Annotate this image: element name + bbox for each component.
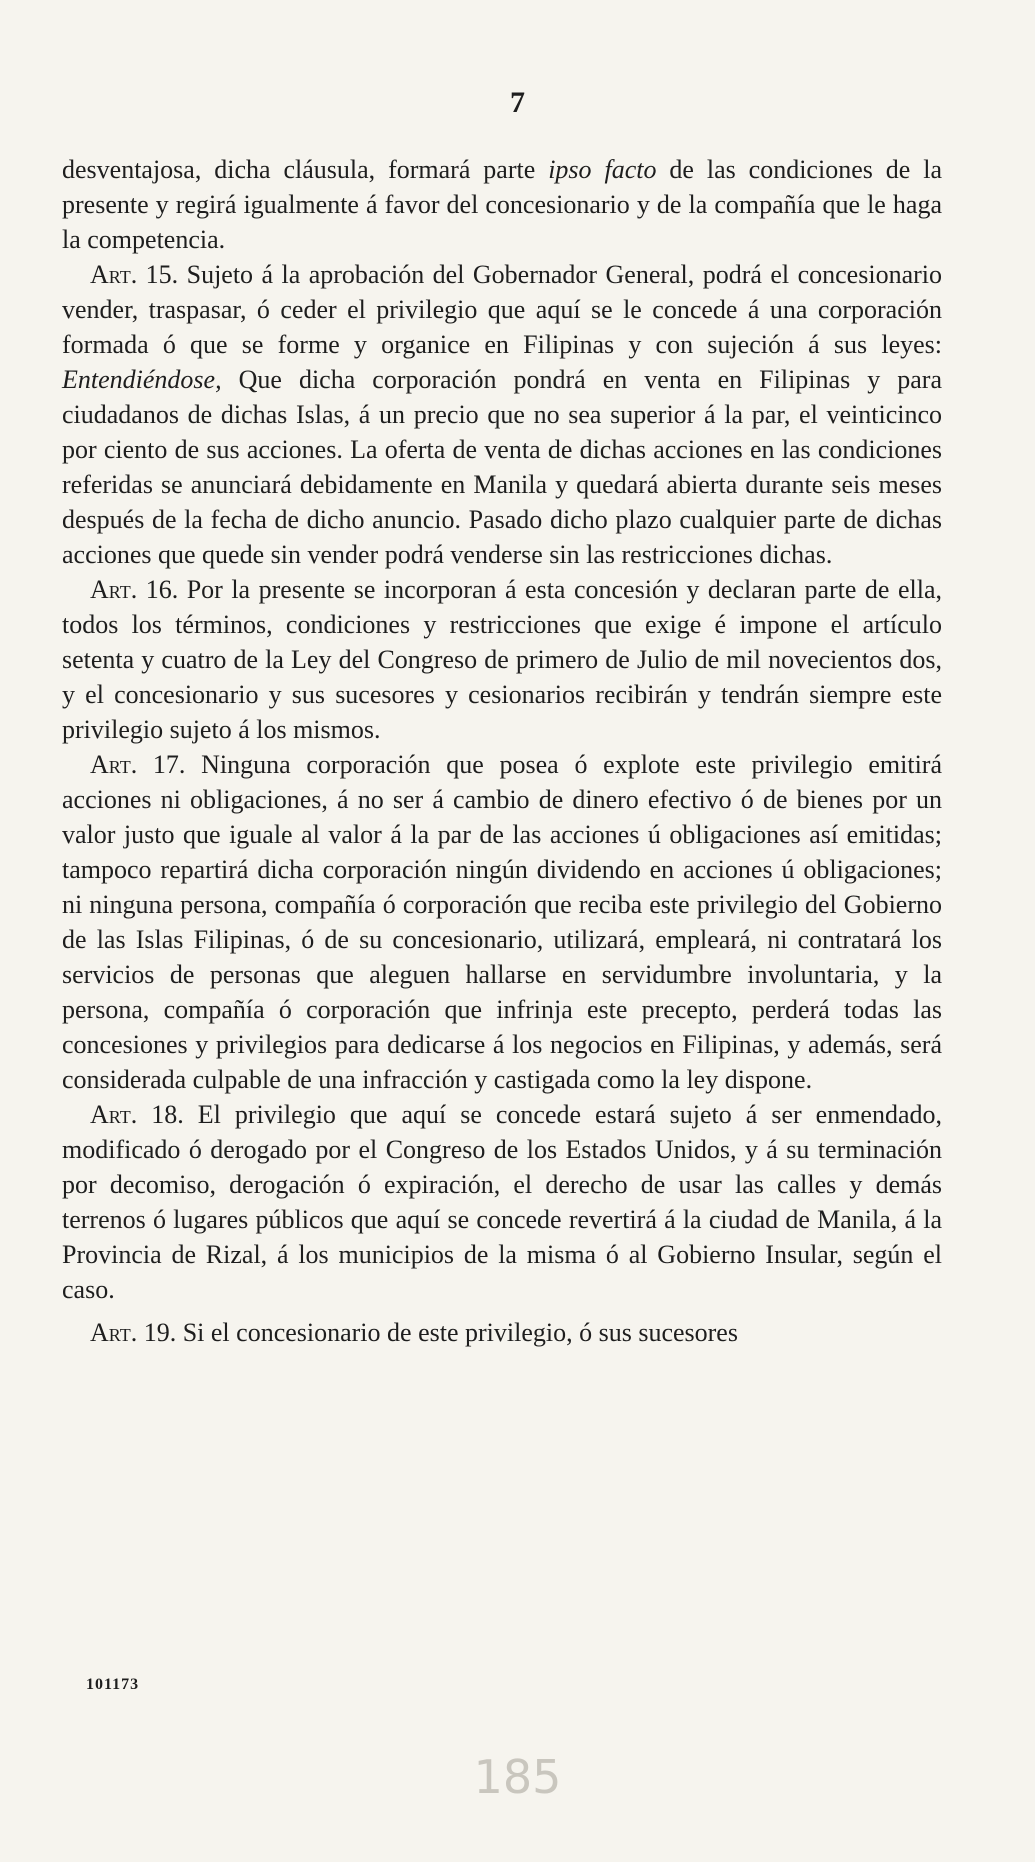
paragraph-art-18: Art. 18. El privilegio que aquí se concede estará sujeto á ser enmendado, modificado ó derogado por el Congreso de los Estados Unidos, y á su terminación por decomiso, derogación ó expiración, el derecho de usar las calles y demás terrenos ó lugares públicos que aquí se concede revertirá á la ciudad de Manila, á la Provincia de Rizal, á los municipios de la misma ó al Gobierno Insular, según el caso. (62, 1100, 942, 1304)
page-number: 7 (510, 86, 525, 119)
paragraph-art-17: Art. 17. Ninguna corporación que posea ó explote este privilegio emitirá acciones ni obligaciones, á no ser á cambio de dinero efectivo ó de bienes por un valor justo que iguale al valor á la par de las acciones ú obligaciones así emitidas; tampoco repartirá dicha corporación ningún dividendo en acciones ú obligaciones; ni ninguna persona, compañía ó corporación que reciba este privilegio del Gobierno de las Islas Filipinas, ó de su concesionario, utilizará, empleará, ni contratará los servicios de personas que aleguen hallarse en servidumbre involuntaria, y la persona, compañía ó corporación que infrinja este precepto, perderá todas las concesiones y privilegios para dedicarse á los negocios en Filipinas, y además, será considerada culpable de una infracción y castigada como la ley dispone. (62, 750, 942, 1094)
paragraph-continuation: desventajosa, dicha cláusula, formará parte ipso facto de las condiciones de la presente y regirá igualmente á favor del concesionario y de la compañía que le haga la competencia. (62, 155, 942, 254)
paragraph-art-15: Art. 15. Sujeto á la aprobación del Gobernador General, podrá el concesionario vender, traspasar, ó ceder el privilegio que aquí se le concede á una corporación formada ó que se forme y organice en Filipinas y con sujeción á sus leyes: Entendiéndose, Que dicha corporación pondrá en venta en Filipinas y para ciudadanos de dichas Islas, á un precio que no sea superior á la par, el veinticinco por ciento de sus acciones. La oferta de venta de dichas acciones en las condiciones referidas se anunciará debidamente en Manila y quedará abierta durante seis meses después de la fecha de dicho anuncio. Pasado dicho plazo cualquier parte de dichas acciones que quede sin vender podrá venderse sin las restricciones dichas. (62, 260, 942, 569)
body-text (62, 152, 942, 1350)
paragraph-art-16: Art. 16. Por la presente se incorporan á esta concesión y declaran parte de ella, todos los términos, condiciones y restricciones que exige é impone el artículo setenta y cuatro de la Ley del Congreso de primero de Julio de mil novecientos dos, y el concesionario y sus sucesores y cesionarios recibirán y tendrán siempre este privilegio sujeto á los mismos. (62, 575, 942, 744)
stamp-number: 185 (473, 1750, 562, 1804)
printer-code: 101173 (86, 1676, 140, 1693)
paragraph-art-19: Art. 19. Si el concesionario de este privilegio, ó sus sucesores (90, 1318, 738, 1347)
